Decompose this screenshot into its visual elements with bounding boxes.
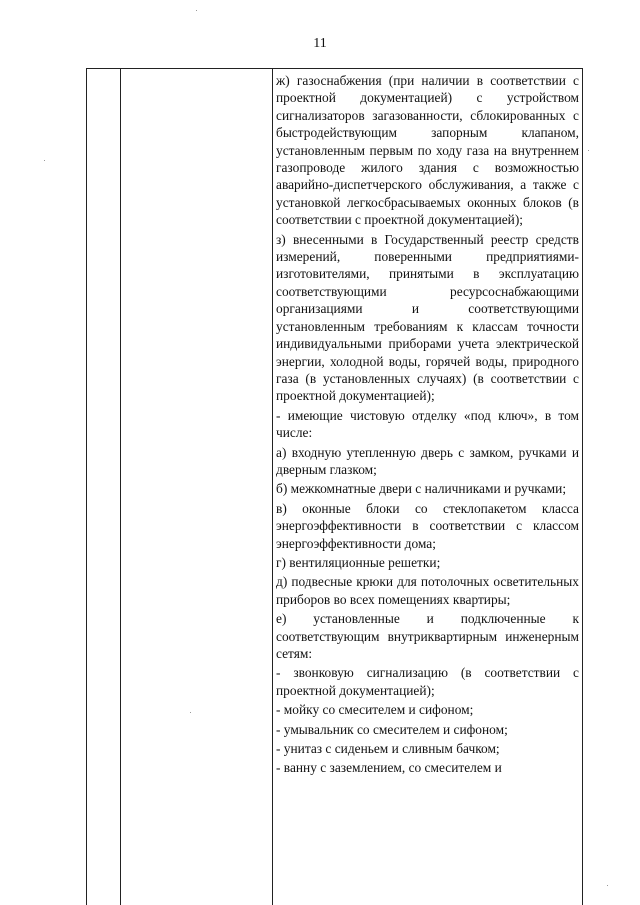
- paragraph-item: д) подвесные крюки для потолочных осветительных приборов во всех помещениях квартиры;: [276, 574, 579, 607]
- paragraph-item: в) оконные блоки со стеклопакетом класса энергоэффективности в соответствии с классом энергоэффективности дома;: [276, 500, 579, 551]
- column-divider-2: [272, 69, 273, 905]
- scan-speck: [588, 150, 589, 151]
- scan-speck: [607, 885, 608, 886]
- paragraph-item: - имеющие чистовую отделку «под ключ», в том числе:: [276, 407, 579, 441]
- paragraph-item: а) входную утепленную дверь с замком, ручками и дверным глазком;: [276, 444, 579, 477]
- scan-speck: [196, 10, 197, 11]
- paragraph-item: е) установленные и подключенные к соответствующим внутриквартирным инженерным сетям:: [276, 611, 579, 661]
- paragraph-item: з) внесенными в Государственный реестр средств измерений, поверенными предприятиями-изготовителями, принятыми в эксплуатацию соответствующими ресурсоснабжающими организациями и соответствующими установленным требованиям к классам точности индивидуальными приборами учета электрической энергии, холодной воды, горячей воды, природного газа (в установленных случаях) (в соответствии с проектной документацией);: [276, 231, 579, 404]
- paragraph-item: г) вентиляционные решетки;: [276, 554, 441, 570]
- paragraph-item: - ванну с заземлением, со смесителем и: [276, 760, 502, 776]
- paragraph-item: - умывальник со смесителем и сифоном;: [276, 721, 508, 737]
- requirements-text-cell: [276, 72, 579, 779]
- scan-speck: [190, 712, 191, 713]
- page-number: 11: [313, 36, 327, 51]
- scan-speck: [44, 160, 45, 161]
- paragraph-item: ж) газоснабжения (при наличии в соответствии с проектной документацией) с устройством сигнализаторов загазованности, сблокированных с быстродействующим запорным клапаном, установленным первым по ходу газа на внутреннем газопроводе жилого здания с возможностью аварийно-диспетчерского обслуживания, а также с установкой легкосбрасываемых оконных блоков (в соответствии с проектной документацией);: [276, 73, 579, 228]
- paragraph-item: - мойку со смесителем и сифоном;: [276, 702, 474, 718]
- column-divider-1: [120, 69, 121, 905]
- paragraph-item: - звонковую сигнализацию (в соответствии с проектной документацией);: [276, 665, 579, 698]
- paragraph-item: б) межкомнатные двери с наличниками и ручками;: [276, 481, 567, 497]
- requirements-table: [86, 68, 583, 905]
- paragraph-item: - унитаз с сиденьем и сливным бачком;: [276, 741, 500, 757]
